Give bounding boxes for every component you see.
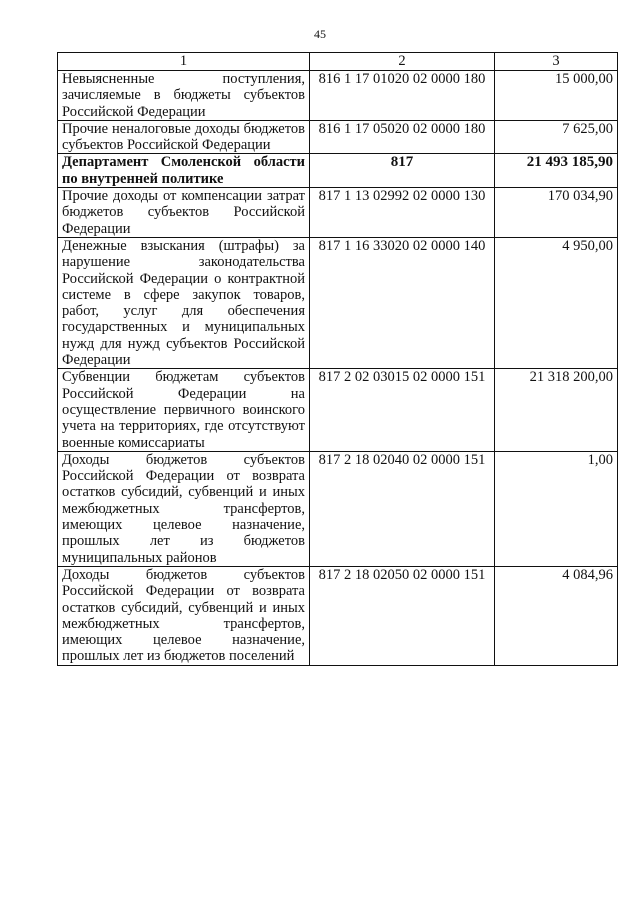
row-code: 817 2 18 02050 02 0000 151	[310, 566, 495, 665]
row-code: 817 1 16 33020 02 0000 140	[310, 237, 495, 368]
row-description: Прочие неналоговые доходы бюджетов субъектов Российской Федерации	[58, 120, 310, 154]
column-header-1: 1	[58, 53, 310, 71]
department-name: Департамент Смоленской области по внутренней политике	[58, 154, 310, 188]
row-amount: 15 000,00	[495, 71, 618, 121]
table-row	[58, 237, 618, 368]
table-header-row	[58, 53, 618, 71]
table-row	[58, 566, 618, 665]
table-row	[58, 71, 618, 121]
department-row	[58, 154, 618, 188]
row-description: Доходы бюджетов субъектов Российской Федерации от возврата остатков субсидий, субвенций и иных межбюджетных трансфертов, имеющих целевое назначение, прошлых лет из бюджетов муниципальных районов	[58, 451, 310, 566]
table-row	[58, 451, 618, 566]
row-description: Субвенции бюджетам субъектов Российской Федерации на осуществление первичного воинского учета на территориях, где отсутствуют военные комиссариаты	[58, 369, 310, 451]
row-amount: 7 625,00	[495, 120, 618, 154]
row-description: Невыясненные поступления, зачисляемые в бюджеты субъектов Российской Федерации	[58, 71, 310, 121]
page-number: 45	[314, 27, 326, 41]
row-amount: 4 084,96	[495, 566, 618, 665]
row-code: 817 2 18 02040 02 0000 151	[310, 451, 495, 566]
department-code: 817	[310, 154, 495, 188]
table-row	[58, 188, 618, 238]
column-header-2: 2	[310, 53, 495, 71]
row-code: 817 2 02 03015 02 0000 151	[310, 369, 495, 451]
row-code: 816 1 17 01020 02 0000 180	[310, 71, 495, 121]
row-description: Доходы бюджетов субъектов Российской Федерации от возврата остатков субсидий, субвенций и иных межбюджетных трансфертов, имеющих целевое назначение, прошлых лет из бюджетов поселений	[58, 566, 310, 665]
row-description: Прочие доходы от компенсации затрат бюджетов субъектов Российской Федерации	[58, 188, 310, 238]
table-row	[58, 120, 618, 154]
row-amount: 170 034,90	[495, 188, 618, 238]
row-code: 816 1 17 05020 02 0000 180	[310, 120, 495, 154]
table-row	[58, 369, 618, 451]
row-description: Денежные взыскания (штрафы) за нарушение законодательства Российской Федерации о контрактной системе в сфере закупок товаров, работ, услуг для обеспечения государственных и муниципальных нужд для нужд субъектов Российской Федерации	[58, 237, 310, 368]
row-amount: 4 950,00	[495, 237, 618, 368]
department-total: 21 493 185,90	[495, 154, 618, 188]
revenue-table	[57, 52, 618, 666]
column-header-3: 3	[495, 53, 618, 71]
row-code: 817 1 13 02992 02 0000 130	[310, 188, 495, 238]
row-amount: 21 318 200,00	[495, 369, 618, 451]
row-amount: 1,00	[495, 451, 618, 566]
